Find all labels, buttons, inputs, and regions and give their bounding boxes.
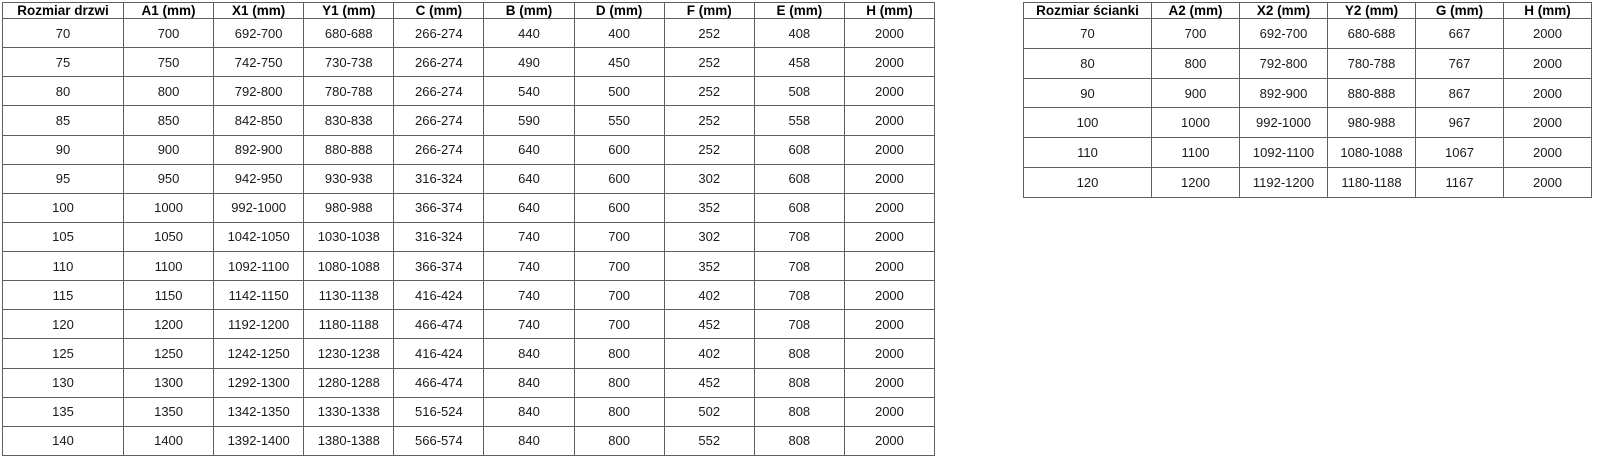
table-cell: 130 <box>3 368 124 397</box>
table-row <box>3 368 935 397</box>
table-cell: 416-424 <box>394 339 484 368</box>
table-cell: 980-988 <box>304 193 394 222</box>
column-header: E (mm) <box>754 3 844 19</box>
table-cell: 100 <box>3 193 124 222</box>
table-cell: 1067 <box>1416 138 1504 168</box>
table-cell: 440 <box>484 19 574 48</box>
table-cell: 316-324 <box>394 164 484 193</box>
table-cell: 80 <box>3 77 124 106</box>
table-cell: 880-888 <box>304 135 394 164</box>
wall-size-table <box>1023 2 1592 198</box>
table-cell: 2000 <box>1504 48 1592 78</box>
table-cell: 700 <box>574 222 664 251</box>
table-cell: 1292-1300 <box>214 368 304 397</box>
table-cell: 2000 <box>844 48 934 77</box>
table-cell: 942-950 <box>214 164 304 193</box>
table-cell: 950 <box>124 164 214 193</box>
table-row <box>3 222 935 251</box>
table-cell: 667 <box>1416 19 1504 49</box>
table-cell: 808 <box>754 426 844 455</box>
table-cell: 252 <box>664 77 754 106</box>
table-cell: 700 <box>124 19 214 48</box>
table-row <box>1024 19 1592 49</box>
column-header: C (mm) <box>394 3 484 19</box>
table-cell: 266-274 <box>394 106 484 135</box>
table-cell: 750 <box>124 48 214 77</box>
table-cell: 880-888 <box>1328 78 1416 108</box>
table-cell: 1300 <box>124 368 214 397</box>
table-cell: 992-1000 <box>214 193 304 222</box>
table-cell: 500 <box>574 77 664 106</box>
table-cell: 1350 <box>124 397 214 426</box>
table-cell: 830-838 <box>304 106 394 135</box>
table-cell: 2000 <box>844 164 934 193</box>
header-row <box>3 3 935 19</box>
table-cell: 1230-1238 <box>304 339 394 368</box>
column-header: Rozmiar drzwi <box>3 3 124 19</box>
table-cell: 2000 <box>1504 138 1592 168</box>
table-cell: 742-750 <box>214 48 304 77</box>
table-cell: 2000 <box>844 222 934 251</box>
table-cell: 1030-1038 <box>304 222 394 251</box>
table-cell: 402 <box>664 281 754 310</box>
table-cell: 800 <box>574 397 664 426</box>
table-cell: 302 <box>664 222 754 251</box>
table-cell: 980-988 <box>1328 108 1416 138</box>
table-cell: 600 <box>574 135 664 164</box>
table-cell: 366-374 <box>394 193 484 222</box>
table-cell: 140 <box>3 426 124 455</box>
table-cell: 416-424 <box>394 281 484 310</box>
table-cell: 1100 <box>1152 138 1240 168</box>
table-cell: 1080-1088 <box>1328 138 1416 168</box>
table-cell: 352 <box>664 193 754 222</box>
table-cell: 708 <box>754 252 844 281</box>
table-cell: 466-474 <box>394 368 484 397</box>
table-cell: 1200 <box>124 310 214 339</box>
table-cell: 552 <box>664 426 754 455</box>
table-cell: 2000 <box>1504 19 1592 49</box>
table-cell: 95 <box>3 164 124 193</box>
table-cell: 1130-1138 <box>304 281 394 310</box>
table-cell: 316-324 <box>394 222 484 251</box>
table-cell: 640 <box>484 135 574 164</box>
table-cell: 400 <box>574 19 664 48</box>
table-row <box>3 106 935 135</box>
table-cell: 1000 <box>1152 108 1240 138</box>
table-cell: 1092-1100 <box>214 252 304 281</box>
table-cell: 600 <box>574 193 664 222</box>
table-cell: 640 <box>484 193 574 222</box>
table-cell: 115 <box>3 281 124 310</box>
table-row <box>3 281 935 310</box>
table-row <box>1024 108 1592 138</box>
table-cell: 842-850 <box>214 106 304 135</box>
table-cell: 266-274 <box>394 48 484 77</box>
table-cell: 1192-1200 <box>1240 168 1328 198</box>
table-cell: 840 <box>484 339 574 368</box>
table-row <box>3 77 935 106</box>
table-cell: 2000 <box>844 397 934 426</box>
table-cell: 466-474 <box>394 310 484 339</box>
table-cell: 840 <box>484 426 574 455</box>
table-cell: 730-738 <box>304 48 394 77</box>
table-cell: 558 <box>754 106 844 135</box>
table-cell: 800 <box>574 426 664 455</box>
table-cell: 2000 <box>844 106 934 135</box>
table-cell: 458 <box>754 48 844 77</box>
table-cell: 408 <box>754 19 844 48</box>
column-header: X2 (mm) <box>1240 3 1328 19</box>
table-row <box>1024 138 1592 168</box>
table-cell: 70 <box>3 19 124 48</box>
column-header: D (mm) <box>574 3 664 19</box>
table-cell: 1042-1050 <box>214 222 304 251</box>
table-cell: 850 <box>124 106 214 135</box>
table-cell: 900 <box>1152 78 1240 108</box>
table-cell: 1142-1150 <box>214 281 304 310</box>
table-cell: 80 <box>1024 48 1152 78</box>
table-cell: 490 <box>484 48 574 77</box>
table-cell: 800 <box>574 339 664 368</box>
table-cell: 266-274 <box>394 77 484 106</box>
table-cell: 692-700 <box>214 19 304 48</box>
table-cell: 2000 <box>1504 168 1592 198</box>
table-cell: 867 <box>1416 78 1504 108</box>
table-cell: 590 <box>484 106 574 135</box>
table-cell: 2000 <box>844 19 934 48</box>
table-cell: 808 <box>754 397 844 426</box>
table-row <box>3 426 935 455</box>
table-cell: 700 <box>574 310 664 339</box>
table-cell: 252 <box>664 106 754 135</box>
table-cell: 2000 <box>844 252 934 281</box>
table-cell: 792-800 <box>214 77 304 106</box>
table-cell: 266-274 <box>394 19 484 48</box>
table-cell: 740 <box>484 252 574 281</box>
table-cell: 1250 <box>124 339 214 368</box>
table-cell: 608 <box>754 193 844 222</box>
table-row <box>3 164 935 193</box>
table-cell: 252 <box>664 19 754 48</box>
table-cell: 740 <box>484 281 574 310</box>
table-cell: 800 <box>1152 48 1240 78</box>
table-cell: 708 <box>754 281 844 310</box>
table-cell: 90 <box>1024 78 1152 108</box>
table-cell: 708 <box>754 310 844 339</box>
column-header: F (mm) <box>664 3 754 19</box>
table-row <box>3 310 935 339</box>
table-cell: 1242-1250 <box>214 339 304 368</box>
table-cell: 508 <box>754 77 844 106</box>
table-cell: 110 <box>1024 138 1152 168</box>
table-cell: 640 <box>484 164 574 193</box>
column-header: A1 (mm) <box>124 3 214 19</box>
table-cell: 120 <box>1024 168 1152 198</box>
table-cell: 967 <box>1416 108 1504 138</box>
table-cell: 110 <box>3 252 124 281</box>
column-header: Rozmiar ścianki <box>1024 3 1152 19</box>
table-cell: 992-1000 <box>1240 108 1328 138</box>
table-cell: 800 <box>124 77 214 106</box>
table-cell: 900 <box>124 135 214 164</box>
table-row <box>1024 78 1592 108</box>
table-cell: 366-374 <box>394 252 484 281</box>
table-cell: 2000 <box>844 193 934 222</box>
table-cell: 700 <box>1152 19 1240 49</box>
table-cell: 792-800 <box>1240 48 1328 78</box>
table-row <box>3 193 935 222</box>
table-cell: 1192-1200 <box>214 310 304 339</box>
table-cell: 1392-1400 <box>214 426 304 455</box>
column-header: H (mm) <box>1504 3 1592 19</box>
table-cell: 680-688 <box>304 19 394 48</box>
table-cell: 252 <box>664 48 754 77</box>
table-cell: 1150 <box>124 281 214 310</box>
table-cell: 135 <box>3 397 124 426</box>
table-cell: 2000 <box>844 77 934 106</box>
table-cell: 700 <box>574 252 664 281</box>
table-row <box>3 48 935 77</box>
table-cell: 892-900 <box>214 135 304 164</box>
table-cell: 70 <box>1024 19 1152 49</box>
column-header: H (mm) <box>844 3 934 19</box>
table-cell: 692-700 <box>1240 19 1328 49</box>
table-cell: 1180-1188 <box>304 310 394 339</box>
door-size-table <box>2 2 935 456</box>
table-cell: 2000 <box>844 426 934 455</box>
table-cell: 105 <box>3 222 124 251</box>
table-cell: 1342-1350 <box>214 397 304 426</box>
table-cell: 402 <box>664 339 754 368</box>
table-cell: 2000 <box>844 368 934 397</box>
table-cell: 708 <box>754 222 844 251</box>
table-cell: 502 <box>664 397 754 426</box>
table-cell: 1400 <box>124 426 214 455</box>
table-row <box>3 339 935 368</box>
table-row <box>1024 48 1592 78</box>
table-cell: 808 <box>754 368 844 397</box>
table-cell: 302 <box>664 164 754 193</box>
table-row <box>3 397 935 426</box>
table-cell: 85 <box>3 106 124 135</box>
column-header: A2 (mm) <box>1152 3 1240 19</box>
column-header: G (mm) <box>1416 3 1504 19</box>
table-cell: 125 <box>3 339 124 368</box>
table-cell: 2000 <box>1504 78 1592 108</box>
column-header: Y1 (mm) <box>304 3 394 19</box>
table-row <box>3 135 935 164</box>
table-row <box>3 19 935 48</box>
table-cell: 840 <box>484 368 574 397</box>
table-cell: 700 <box>574 281 664 310</box>
header-row <box>1024 3 1592 19</box>
table-cell: 740 <box>484 310 574 339</box>
table-cell: 2000 <box>844 339 934 368</box>
table-cell: 100 <box>1024 108 1152 138</box>
table-cell: 2000 <box>1504 108 1592 138</box>
table-cell: 1050 <box>124 222 214 251</box>
table-cell: 90 <box>3 135 124 164</box>
table-cell: 780-788 <box>304 77 394 106</box>
table-cell: 252 <box>664 135 754 164</box>
table-cell: 2000 <box>844 310 934 339</box>
table-cell: 352 <box>664 252 754 281</box>
table-cell: 1167 <box>1416 168 1504 198</box>
table-cell: 840 <box>484 397 574 426</box>
column-header: B (mm) <box>484 3 574 19</box>
table-cell: 1200 <box>1152 168 1240 198</box>
table-cell: 892-900 <box>1240 78 1328 108</box>
column-header: Y2 (mm) <box>1328 3 1416 19</box>
table-cell: 680-688 <box>1328 19 1416 49</box>
table-cell: 1380-1388 <box>304 426 394 455</box>
table-cell: 1280-1288 <box>304 368 394 397</box>
table-cell: 1100 <box>124 252 214 281</box>
table-cell: 75 <box>3 48 124 77</box>
table-cell: 930-938 <box>304 164 394 193</box>
table-cell: 740 <box>484 222 574 251</box>
table-cell: 452 <box>664 368 754 397</box>
table-cell: 767 <box>1416 48 1504 78</box>
table-cell: 2000 <box>844 135 934 164</box>
column-header: X1 (mm) <box>214 3 304 19</box>
table-cell: 800 <box>574 368 664 397</box>
table-cell: 450 <box>574 48 664 77</box>
table-row <box>3 252 935 281</box>
table-row <box>1024 168 1592 198</box>
table-cell: 550 <box>574 106 664 135</box>
table-cell: 1080-1088 <box>304 252 394 281</box>
table-cell: 808 <box>754 339 844 368</box>
table-cell: 600 <box>574 164 664 193</box>
table-cell: 608 <box>754 135 844 164</box>
table-cell: 1330-1338 <box>304 397 394 426</box>
table-cell: 540 <box>484 77 574 106</box>
table-cell: 516-524 <box>394 397 484 426</box>
table-cell: 608 <box>754 164 844 193</box>
table-cell: 1092-1100 <box>1240 138 1328 168</box>
table-cell: 780-788 <box>1328 48 1416 78</box>
table-cell: 266-274 <box>394 135 484 164</box>
table-cell: 1180-1188 <box>1328 168 1416 198</box>
table-cell: 2000 <box>844 281 934 310</box>
table-cell: 1000 <box>124 193 214 222</box>
table-cell: 452 <box>664 310 754 339</box>
table-cell: 120 <box>3 310 124 339</box>
table-cell: 566-574 <box>394 426 484 455</box>
